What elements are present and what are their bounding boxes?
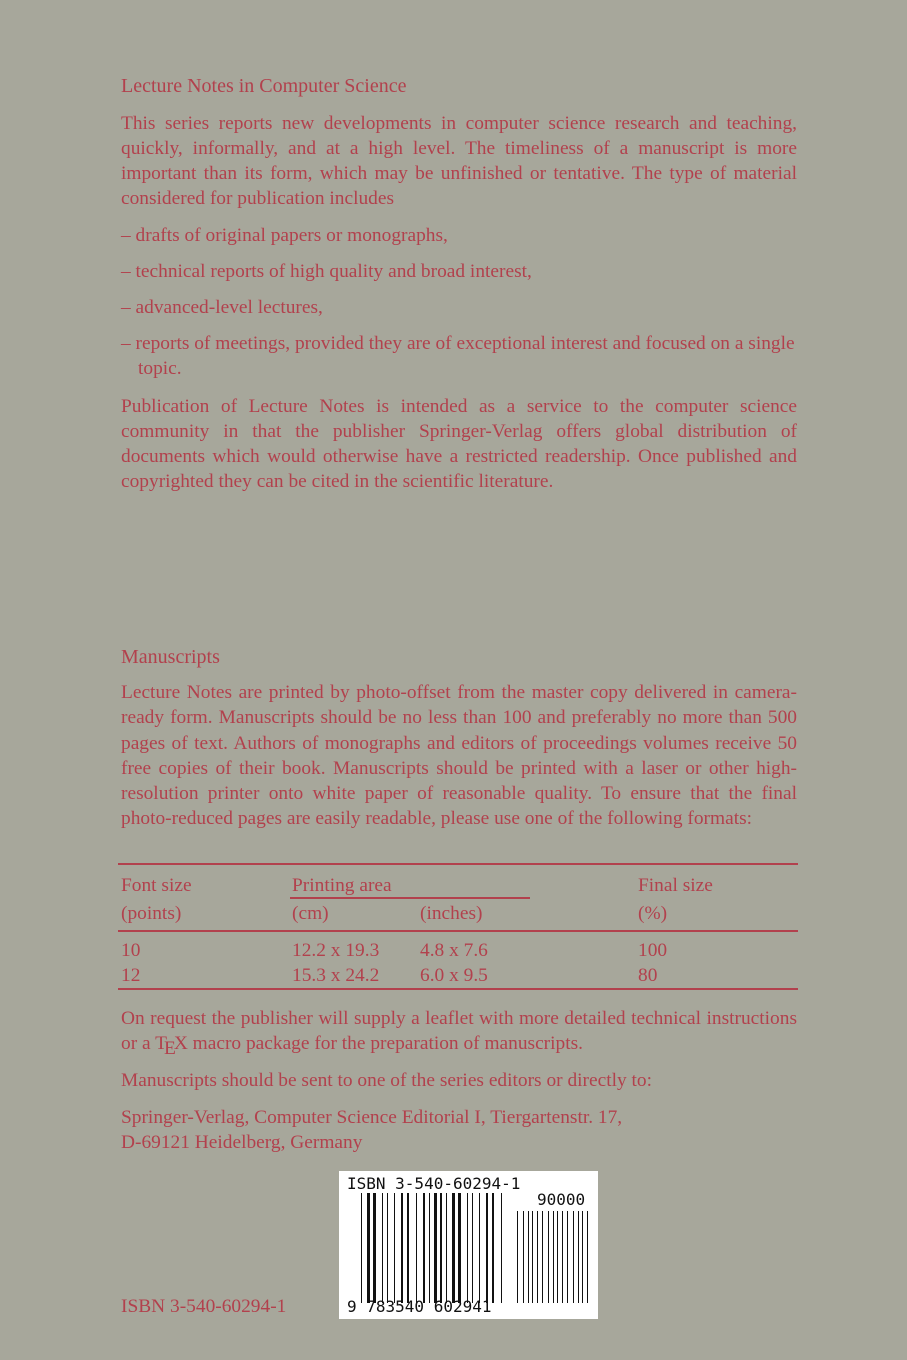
barcode-bar <box>394 1193 395 1303</box>
barcode-bar <box>361 1193 362 1303</box>
table-cell-font: 12 <box>121 965 141 986</box>
barcode-bar <box>501 1193 502 1303</box>
table-cell-inches: 4.8 x 7.6 <box>420 940 488 961</box>
barcode-bar <box>492 1193 494 1303</box>
addon-bar <box>517 1211 518 1303</box>
barcode-bar <box>479 1193 480 1303</box>
series-heading: Lecture Notes in Computer Science <box>121 75 407 97</box>
addon-bar <box>582 1211 583 1303</box>
barcode-bar <box>486 1193 488 1303</box>
table-head-final-size: Final size <box>638 875 713 896</box>
table-cell-final: 100 <box>638 940 668 961</box>
table-cell-cm: 15.3 x 24.2 <box>292 965 380 986</box>
tex-logo-e: E <box>163 1038 176 1060</box>
barcode-bar <box>401 1193 403 1303</box>
manuscripts-heading: Manuscripts <box>121 646 220 668</box>
table-cell-final: 80 <box>638 965 658 986</box>
table-sub-cm: (cm) <box>292 903 329 924</box>
barcode-bar <box>452 1193 455 1303</box>
addon-bar <box>548 1211 549 1303</box>
barcode-bar <box>446 1193 447 1303</box>
barcode-bar <box>387 1193 388 1303</box>
barcode-bar <box>458 1193 461 1303</box>
addon-bar <box>532 1211 533 1303</box>
barcode-addon-digits: 90000 <box>537 1190 586 1209</box>
request-paragraph <box>121 1006 797 1062</box>
series-intro: This series reports new developments in computer science research and teaching, quickly, informally, and at a high level. The timeliness of a manuscript is more important than its form, which may be unfinished or tentative. The type of material considered for publication includes <box>121 113 797 209</box>
table-cell-inches: 6.0 x 9.5 <box>420 965 488 986</box>
barcode-bar <box>407 1193 409 1303</box>
addon-bar <box>587 1211 588 1303</box>
barcode-label <box>339 1171 598 1319</box>
table-sub-points: (points) <box>121 903 182 924</box>
table-bottom-rule <box>118 988 798 990</box>
series-publication: Publication of Lecture Notes is intended as a service to the computer science community in that the publisher Springer-Verlag offers global distribution of documents which would otherwise have a restricted readership. Once published and copyrighted they can be cited in the scientific literature. <box>121 396 797 492</box>
address-line-2: D-69121 Heidelberg, Germany <box>121 1132 363 1153</box>
table-head-font-size: Font size <box>121 875 192 896</box>
addon-bar <box>553 1211 554 1303</box>
addon-bar <box>567 1211 568 1303</box>
table-header-rule <box>118 930 798 932</box>
barcode-bar <box>472 1193 473 1303</box>
manuscripts-body: Lecture Notes are printed by photo-offset from the master copy delivered in camera-ready form. Manuscripts should be no less than 100 and preferably no more than 500 pages of text. Authors of monographs and editors of proceedings volumes receive 50 free copies of their book. Manuscripts should be printed with a laser or other high-resolution printer onto white paper of reasonable quality. To ensure that the final photo-reduced pages are easily readable, please use one of the following formats: <box>121 682 797 830</box>
addon-bar <box>528 1211 529 1303</box>
table-sub-inches: (inches) <box>420 903 483 924</box>
isbn-bottom: ISBN 3-540-60294-1 <box>121 1296 287 1317</box>
addon-bar <box>542 1211 543 1303</box>
barcode-bar <box>416 1193 417 1303</box>
addon-bar <box>578 1211 579 1303</box>
addon-bar <box>523 1211 524 1303</box>
addon-bar <box>573 1211 574 1303</box>
barcode-isbn-text: ISBN 3-540-60294-1 <box>347 1174 521 1193</box>
series-item-lectures: – advanced-level lectures, <box>121 297 323 318</box>
barcode-bar <box>423 1193 425 1303</box>
barcode-bar <box>434 1193 437 1303</box>
barcode-ean-digits: 9 783540 602941 <box>347 1297 492 1316</box>
barcode-bar <box>467 1193 468 1303</box>
request-text-after: X macro package for the preparation of manuscripts. <box>173 1033 584 1055</box>
table-group-rule <box>290 897 530 899</box>
send-instruction: Manuscripts should be sent to one of the series editors or directly to: <box>121 1070 652 1091</box>
series-item-reports: – technical reports of high quality and broad interest, <box>121 261 532 282</box>
series-item-drafts: – drafts of original papers or monographs, <box>121 225 448 246</box>
series-item-meetings: – reports of meetings, provided they are of exceptional interest and focused on a single topic. <box>121 333 795 379</box>
barcode-bar <box>382 1193 383 1303</box>
barcode-bar <box>373 1193 376 1303</box>
table-top-rule <box>118 863 798 865</box>
table-cell-font: 10 <box>121 940 141 961</box>
barcode-bar <box>429 1193 430 1303</box>
barcode-bar <box>440 1193 442 1303</box>
addon-bar <box>557 1211 558 1303</box>
table-head-printing-area: Printing area <box>292 875 392 896</box>
addon-bar <box>537 1211 538 1303</box>
barcode-bar <box>367 1193 370 1303</box>
table-sub-percent: (%) <box>638 903 668 924</box>
address-line-1: Springer-Verlag, Computer Science Editorial I, Tiergartenstr. 17, <box>121 1107 623 1128</box>
request-text-before: On request the publisher will supply a leaflet with more detailed technical instructions or a T <box>121 1008 797 1055</box>
addon-bar <box>562 1211 563 1303</box>
table-cell-cm: 12.2 x 19.3 <box>292 940 380 961</box>
